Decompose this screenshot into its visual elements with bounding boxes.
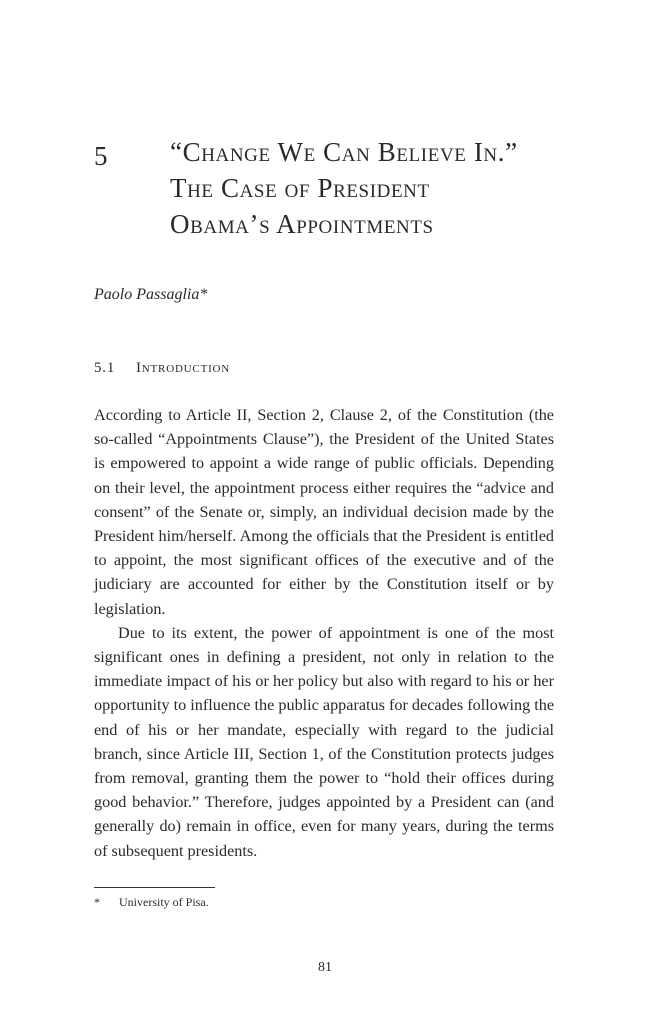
footnote-text: University of Pisa. [119,895,209,909]
footnote-mark: * [94,895,100,909]
footnote [94,894,209,910]
footnote-divider [94,887,215,888]
section-number: 5.1 [94,360,116,376]
paragraph-1: According to Article II, Section 2, Clause 2, of the Constitution (the so-called “Appointments Clause”), the President of the United States is empowered to appoint a wide range of public officials. Depending on their level, the appointment process either requires the “advice and consent” of the Senate or, simply, an individual decision made by the President him/herself. Among the officials that the President is entitled to appoint, the most significant offices of the executive and of the judiciary are accounted for either by the Constitution itself or by legislation. [94,406,554,618]
page-number: 81 [318,960,332,975]
chapter-title-line-2: The Case of President [170,173,430,203]
chapter-title-line-1: “Change We Can Believe In.” [170,137,518,167]
paragraph-2: Due to its extent, the power of appointment is one of the most significant ones in defining a president, not only in relation to the immediate impact of his or her policy but also with regard to his or her opportunity to influence the public apparatus for decades following the end of his or her mandate, especially with regard to the judicial branch, since Article III, Section 1, of the Constitution protects judges from removal, granting them the power to “hold their offices during good behavior.” Therefore, judges appointed by a President can (and generally do) remain in office, even for many years, during the terms of subsequent presidents. [94,623,554,860]
author-name: Paolo Passaglia* [94,286,208,303]
section-heading [94,360,230,377]
section-title: Introduction [136,360,231,376]
body-text [94,403,554,863]
chapter-title-line-3: Obama’s Appointments [170,209,434,239]
chapter-title [170,134,590,242]
chapter-number: 5 [94,141,108,171]
